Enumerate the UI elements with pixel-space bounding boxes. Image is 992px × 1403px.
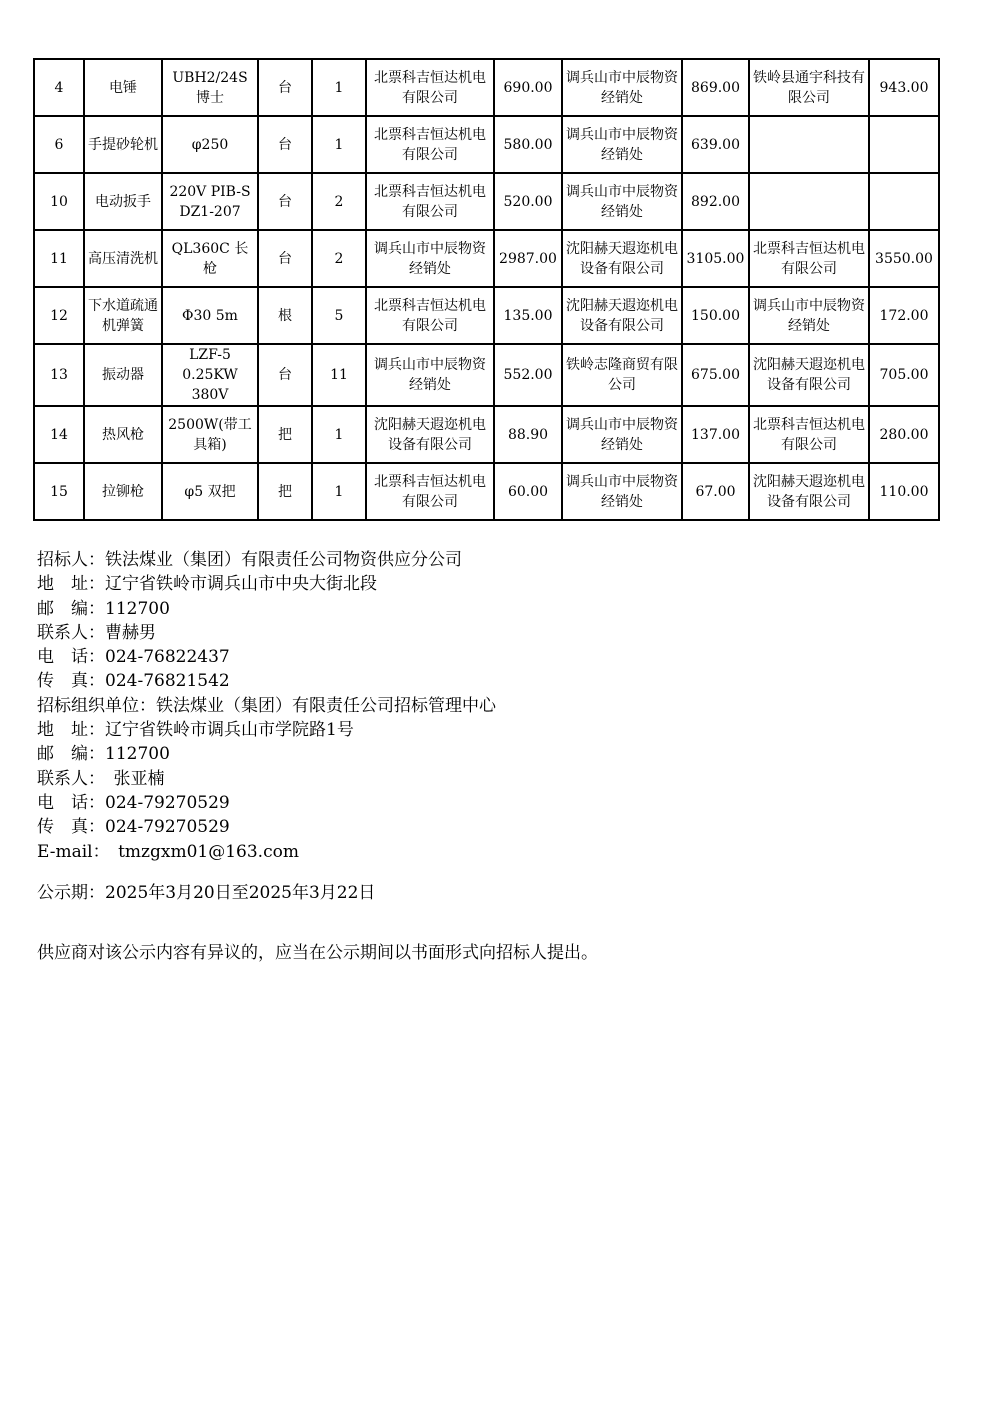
item-spec-cell: LZF-5 0.25KW 380V (162, 344, 258, 406)
agency-name: 招标组织单位：铁法煤业（集团）有限责任公司招标管理中心 (37, 695, 496, 716)
bidder-2-price-cell: 892.00 (682, 173, 749, 230)
agency-email: E-mail： tmzgxm01@163.com (37, 841, 299, 862)
bidder-2-price-cell: 150.00 (682, 287, 749, 344)
publicity-period: 公示期：2025年3月20日至2025年3月22日 (37, 883, 376, 903)
bidder-2-name-cell: 沈阳赫天遐迩机电设备有限公司 (562, 287, 682, 344)
bidder-1-name-cell: 北票科吉恒达机电有限公司 (366, 116, 494, 173)
item-spec-cell: φ5 双把 (162, 463, 258, 520)
item-quantity-cell: 2 (312, 173, 366, 230)
item-name-cell: 手提砂轮机 (84, 116, 162, 173)
bidder-2-price-cell: 639.00 (682, 116, 749, 173)
item-unit-cell: 台 (258, 173, 312, 230)
bidder-3-name-cell: 调兵山市中辰物资经销处 (749, 287, 869, 344)
item-number-cell: 6 (34, 116, 84, 173)
item-spec-cell: φ250 (162, 116, 258, 173)
bidder-3-name-cell: 北票科吉恒达机电有限公司 (749, 406, 869, 463)
item-number-cell: 13 (34, 344, 84, 406)
bidder-1-price-cell: 88.90 (494, 406, 562, 463)
item-name-cell: 拉铆枪 (84, 463, 162, 520)
item-name-cell: 电锤 (84, 59, 162, 116)
bidder-1-name-cell: 北票科吉恒达机电有限公司 (366, 463, 494, 520)
item-name-cell: 电动扳手 (84, 173, 162, 230)
table-row (34, 116, 939, 173)
bidder-3-name-cell: 北票科吉恒达机电有限公司 (749, 230, 869, 287)
bidder-3-name-cell (749, 173, 869, 230)
bidder-2-name-cell: 调兵山市中辰物资经销处 (562, 173, 682, 230)
item-name-cell: 振动器 (84, 344, 162, 406)
bidder-1-price-cell: 60.00 (494, 463, 562, 520)
bidder-2-name-cell: 调兵山市中辰物资经销处 (562, 463, 682, 520)
table-row (34, 173, 939, 230)
item-quantity-cell: 2 (312, 230, 366, 287)
table-row (34, 344, 939, 406)
bidder-3-name-cell (749, 116, 869, 173)
item-spec-cell: Φ30 5m (162, 287, 258, 344)
item-name-cell: 下水道疏通机弹簧 (84, 287, 162, 344)
bidder-1-name-cell: 调兵山市中辰物资经销处 (366, 344, 494, 406)
table-row (34, 287, 939, 344)
bidder-3-price-cell: 3550.00 (869, 230, 939, 287)
bidder-3-price-cell: 943.00 (869, 59, 939, 116)
bidder-1-name-cell: 北票科吉恒达机电有限公司 (366, 287, 494, 344)
item-spec-cell: 2500W(带工具箱) (162, 406, 258, 463)
bidder-1-price-cell: 135.00 (494, 287, 562, 344)
item-spec-cell: QL360C 长枪 (162, 230, 258, 287)
agency-contact: 联系人： 张亚楠 (37, 768, 165, 789)
bidder-3-price-cell: 172.00 (869, 287, 939, 344)
item-quantity-cell: 1 (312, 406, 366, 463)
item-quantity-cell: 1 (312, 463, 366, 520)
item-quantity-cell: 5 (312, 287, 366, 344)
bidder-2-price-cell: 675.00 (682, 344, 749, 406)
bidder-2-price-cell: 137.00 (682, 406, 749, 463)
agency-address: 地 址：辽宁省铁岭市调兵山市学院路1号 (37, 720, 354, 741)
bid-results-table (33, 58, 940, 521)
item-unit-cell: 台 (258, 344, 312, 406)
item-spec-cell: UBH2/24S 博士 (162, 59, 258, 116)
bidder-1-name-cell: 北票科吉恒达机电有限公司 (366, 173, 494, 230)
bidder-2-name-cell: 调兵山市中辰物资经销处 (562, 59, 682, 116)
bidder-3-name-cell: 铁岭县通宇科技有限公司 (749, 59, 869, 116)
item-unit-cell: 根 (258, 287, 312, 344)
bidder-1-price-cell: 2987.00 (494, 230, 562, 287)
bidder-1-name-cell: 沈阳赫天遐迩机电设备有限公司 (366, 406, 494, 463)
item-quantity-cell: 1 (312, 59, 366, 116)
item-name-cell: 热风枪 (84, 406, 162, 463)
table-row (34, 230, 939, 287)
tenderer-address: 地 址：辽宁省铁岭市调兵山市中央大街北段 (37, 574, 377, 595)
bidder-2-name-cell: 调兵山市中辰物资经销处 (562, 116, 682, 173)
contact-block (37, 548, 957, 864)
table-row (34, 406, 939, 463)
bidder-2-price-cell: 869.00 (682, 59, 749, 116)
table-row (34, 59, 939, 116)
tenderer-name: 招标人：铁法煤业（集团）有限责任公司物资供应分公司 (37, 550, 462, 570)
item-name-cell: 高压清洗机 (84, 230, 162, 287)
tenderer-postcode: 邮 编：112700 (37, 598, 170, 619)
item-unit-cell: 台 (258, 230, 312, 287)
item-quantity-cell: 1 (312, 116, 366, 173)
item-number-cell: 11 (34, 230, 84, 287)
item-number-cell: 10 (34, 173, 84, 230)
bidder-2-price-cell: 3105.00 (682, 230, 749, 287)
objection-notice: 供应商对该公示内容有异议的，应当在公示期间以书面形式向招标人提出。 (37, 943, 598, 963)
table-body (34, 59, 939, 520)
agency-phone: 电 话：024-79270529 (37, 792, 230, 813)
tenderer-phone: 电 话：024-76822437 (37, 647, 230, 668)
item-spec-cell: 220V PIB-SDZ1-207 (162, 173, 258, 230)
item-number-cell: 15 (34, 463, 84, 520)
bidder-3-price-cell: 110.00 (869, 463, 939, 520)
bidder-3-price-cell: 280.00 (869, 406, 939, 463)
bidder-1-price-cell: 580.00 (494, 116, 562, 173)
item-unit-cell: 把 (258, 406, 312, 463)
item-number-cell: 12 (34, 287, 84, 344)
tenderer-contact: 联系人：曹赫男 (37, 622, 156, 643)
item-number-cell: 4 (34, 59, 84, 116)
bidder-3-price-cell (869, 173, 939, 230)
item-quantity-cell: 11 (312, 344, 366, 406)
bidder-1-price-cell: 690.00 (494, 59, 562, 116)
bidder-1-name-cell: 北票科吉恒达机电有限公司 (366, 59, 494, 116)
bidder-3-name-cell: 沈阳赫天遐迩机电设备有限公司 (749, 463, 869, 520)
tenderer-fax: 传 真：024-76821542 (37, 671, 230, 692)
bidder-1-price-cell: 552.00 (494, 344, 562, 406)
item-unit-cell: 台 (258, 116, 312, 173)
agency-postcode: 邮 编：112700 (37, 744, 170, 765)
bidder-2-name-cell: 调兵山市中辰物资经销处 (562, 406, 682, 463)
bidder-3-price-cell: 705.00 (869, 344, 939, 406)
item-unit-cell: 把 (258, 463, 312, 520)
item-unit-cell: 台 (258, 59, 312, 116)
item-number-cell: 14 (34, 406, 84, 463)
bidder-3-name-cell: 沈阳赫天遐迩机电设备有限公司 (749, 344, 869, 406)
agency-fax: 传 真：024-79270529 (37, 817, 230, 838)
bidder-2-name-cell: 沈阳赫天遐迩机电设备有限公司 (562, 230, 682, 287)
bidder-3-price-cell (869, 116, 939, 173)
bidder-2-name-cell: 铁岭志隆商贸有限公司 (562, 344, 682, 406)
bidder-1-price-cell: 520.00 (494, 173, 562, 230)
bidder-1-name-cell: 调兵山市中辰物资经销处 (366, 230, 494, 287)
table-row (34, 463, 939, 520)
bidder-2-price-cell: 67.00 (682, 463, 749, 520)
